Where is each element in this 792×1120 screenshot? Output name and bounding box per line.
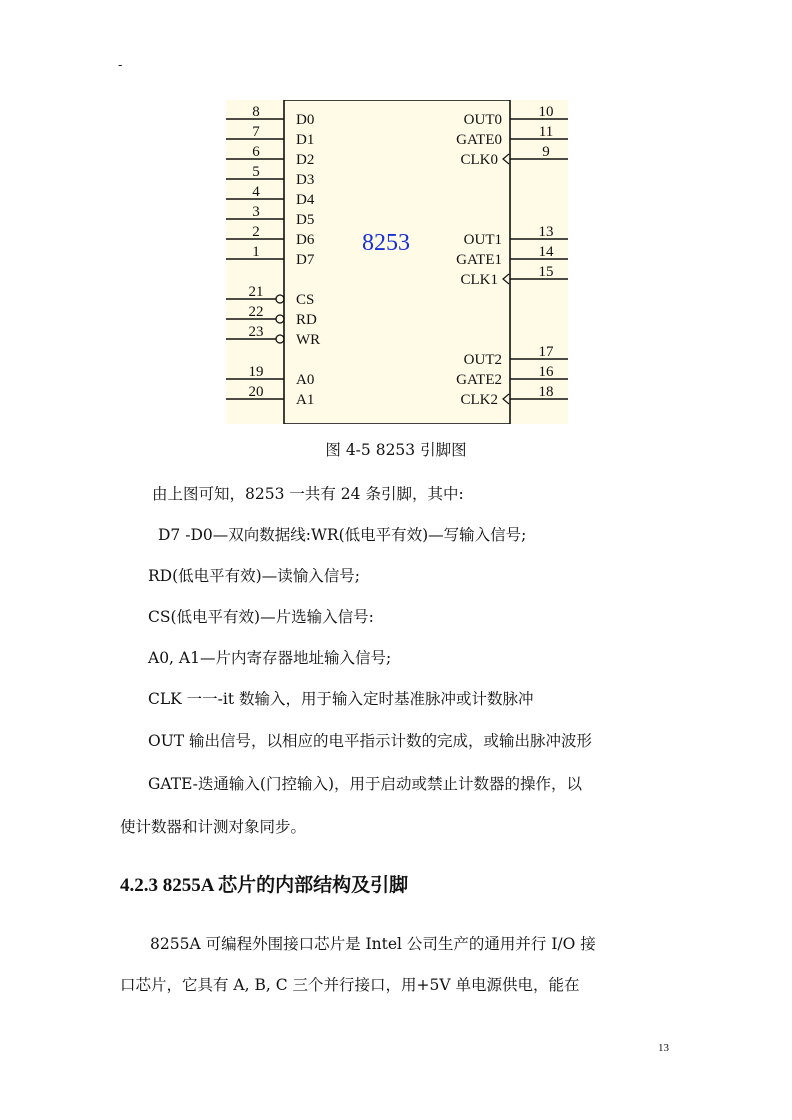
pin-label: GATE0 xyxy=(456,132,502,148)
paragraph-line: CS(低电平有效)—片选输入信号: xyxy=(148,608,374,626)
chip-title: 8253 xyxy=(362,230,410,256)
paragraph-line: OUT 输出信号，以相应的电平指示计数的完成，或输出脉冲波形 xyxy=(148,732,593,750)
pin-number: 7 xyxy=(252,124,260,140)
pin-label: D2 xyxy=(296,152,315,168)
pin-label: A0 xyxy=(296,372,315,388)
pin-diagram xyxy=(226,100,568,424)
pin-label: D5 xyxy=(296,212,315,228)
pin-number: 18 xyxy=(538,384,554,400)
pin-number: 16 xyxy=(538,364,554,380)
pin-label: A1 xyxy=(296,392,315,408)
pin-number: 2 xyxy=(252,224,260,240)
pin-number: 21 xyxy=(248,284,264,300)
pin-label: D0 xyxy=(296,112,315,128)
body-line: 口芯片，它具有 A, B, C 三个并行接口，用+5V 单电源供电，能在 xyxy=(120,976,580,994)
pin-number: 22 xyxy=(248,304,264,320)
pin-number: 3 xyxy=(252,204,260,220)
pin-label: D7 xyxy=(296,252,315,268)
paragraph-line: RD(低电平有效)—读愉入信号; xyxy=(148,567,360,585)
pin-label: GATE1 xyxy=(456,252,502,268)
paragraph-line: 由上图可知，8253 一共有 24 条引脚，其中: xyxy=(152,485,464,503)
paragraph-line: A0, A1—片内寄存器地址输入信号; xyxy=(148,649,392,667)
pin-label: CLK2 xyxy=(460,392,498,408)
paragraph-line: D7 -D0—双向数据线:WR(低电平有效)—写输入信号; xyxy=(158,526,527,544)
pin-number: 14 xyxy=(538,244,554,260)
body-line: 8255A 可编程外围接口芯片是 Intel 公司生产的通用并行 I/O 接 xyxy=(150,935,596,953)
figure-caption: 图 4-5 8253 引脚图 xyxy=(325,441,467,459)
pin-label: D6 xyxy=(296,232,315,248)
pin-number: 20 xyxy=(248,384,264,400)
pin-label: D3 xyxy=(296,172,315,188)
pin-number: 23 xyxy=(248,324,264,340)
pin-number: 1 xyxy=(252,244,260,260)
pin-label: OUT2 xyxy=(463,352,502,368)
section-heading: 4.2.3 8255A 芯片的内部结构及引脚 xyxy=(120,875,409,896)
pin-number: 10 xyxy=(538,104,554,120)
pin-diagram-figure xyxy=(226,100,568,424)
pin-number: 9 xyxy=(542,144,550,160)
pin-number: 13 xyxy=(538,224,554,240)
paragraph-line: GATE-迭通输入(门控输入)，用于启动或禁止计数器的操作，以 xyxy=(148,775,583,793)
pin-label: WR xyxy=(296,332,321,348)
paragraph-line: 使计数器和计测对象同步。 xyxy=(120,818,307,836)
pin-label: OUT1 xyxy=(463,232,502,248)
pin-label: CLK0 xyxy=(460,152,498,168)
pin-number: 4 xyxy=(252,184,260,200)
pin-number: 11 xyxy=(538,124,554,140)
active-low-bubble xyxy=(276,335,284,343)
pin-label: CS xyxy=(296,292,315,308)
page-number: 13 xyxy=(658,1042,669,1054)
pin-number: 6 xyxy=(252,144,260,160)
paragraph-line: CLK 一一-it 数输入，用于输入定时基准脉冲或计数脉冲 xyxy=(148,690,534,708)
pin-label: D1 xyxy=(296,132,315,148)
pin-number: 19 xyxy=(248,364,264,380)
active-low-bubble xyxy=(276,295,284,303)
pin-number: 8 xyxy=(252,104,260,120)
pin-label: OUT0 xyxy=(463,112,502,128)
pin-label: RD xyxy=(296,312,317,328)
pin-number: 17 xyxy=(538,344,554,360)
pin-number: 15 xyxy=(538,264,554,280)
top-mark: - xyxy=(118,58,123,72)
active-low-bubble xyxy=(276,315,284,323)
pin-label: D4 xyxy=(296,192,315,208)
pin-number: 5 xyxy=(252,164,260,180)
pin-label: GATE2 xyxy=(456,372,502,388)
pin-label: CLK1 xyxy=(460,272,498,288)
